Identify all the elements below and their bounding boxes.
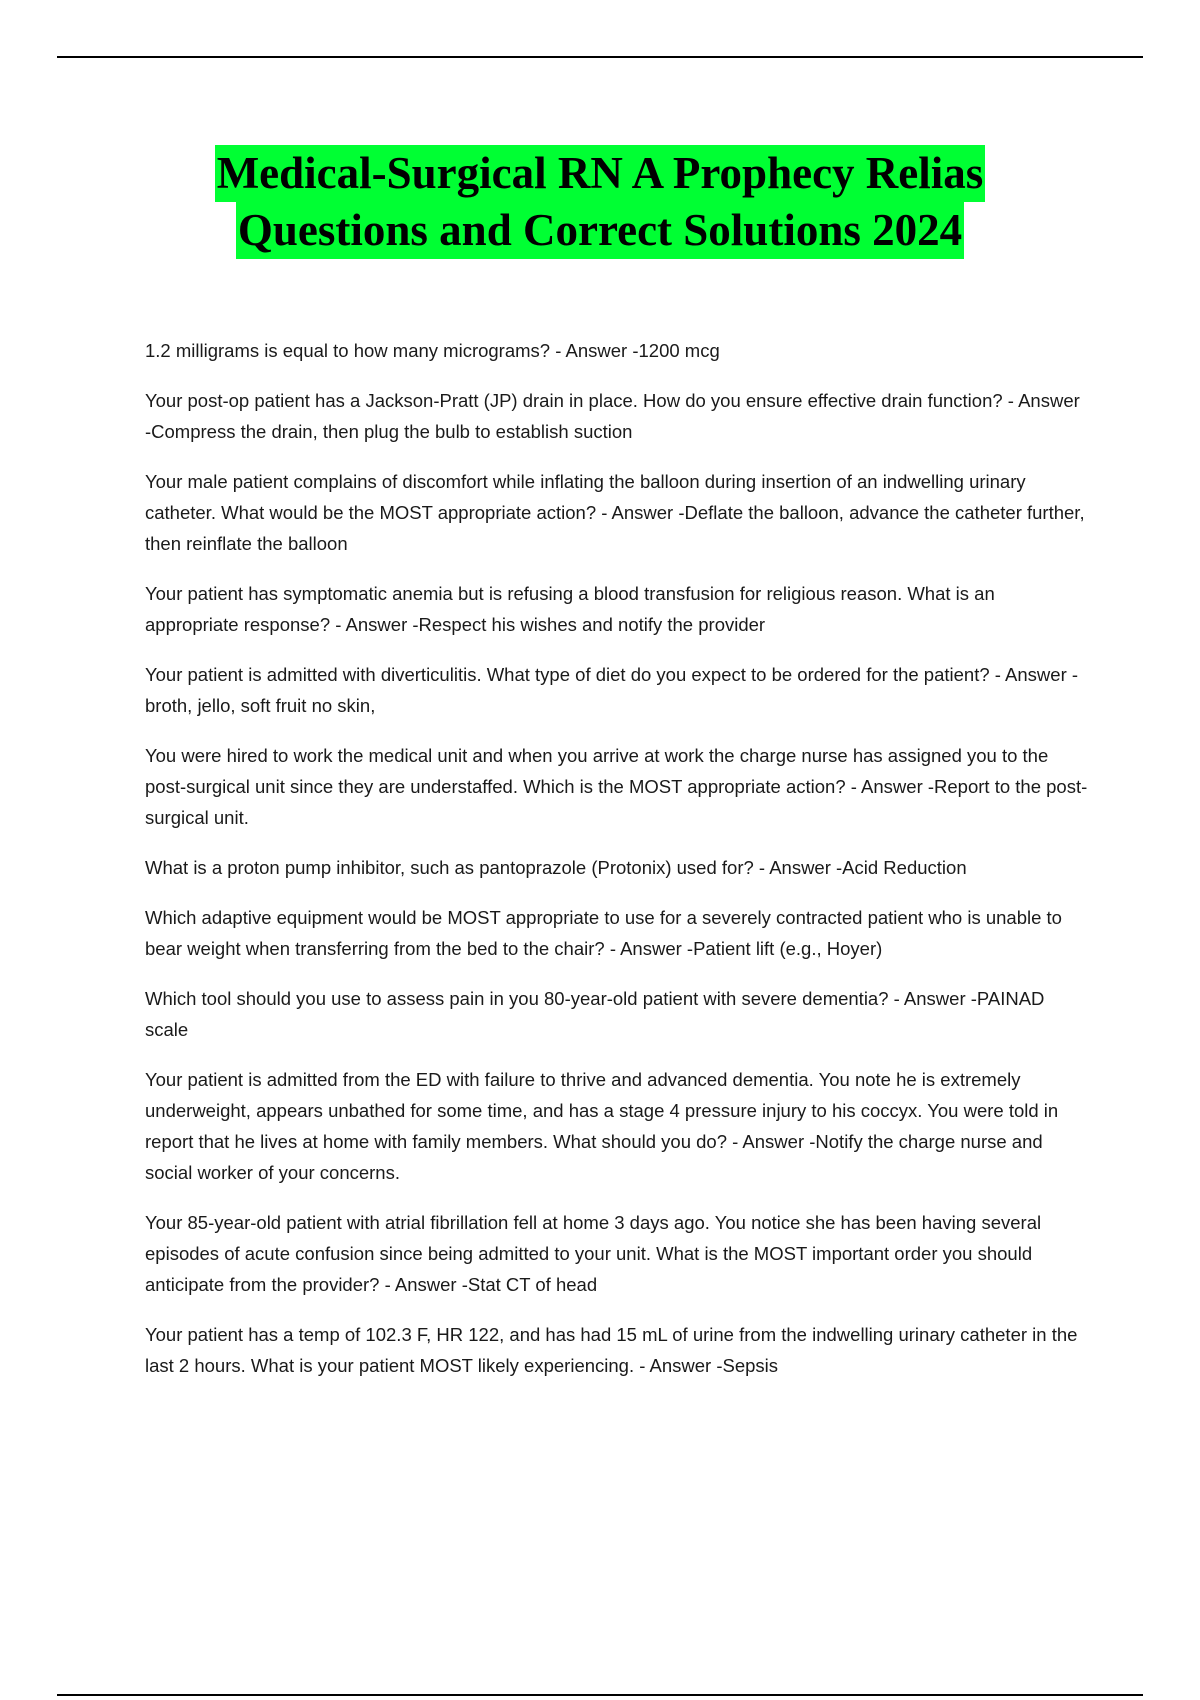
question-item-9: Which tool should you use to assess pain in you 80-year-old patient with severe dementia? - Answer -PAINAD scale: [145, 988, 1045, 1040]
title-line-2: Questions and Correct Solutions 2024: [236, 202, 964, 259]
document-title: [0, 145, 1200, 259]
question-item-11: Your 85-year-old patient with atrial fibrillation fell at home 3 days ago. You notice she has been having several episodes of acute confusion since being admitted to your unit. What is the MOST important order you should anticipate from the provider? - Answer -Stat CT of head: [145, 1212, 1042, 1295]
question-item-1: 1.2 milligrams is equal to how many micrograms? - Answer -1200 mcg: [145, 340, 720, 361]
question-item-10: Your patient is admitted from the ED with failure to thrive and advanced dementia. You note he is extremely underweight, appears unbathed for some time, and has a stage 4 pressure injury to his coccyx. You were told in report that he lives at home with family members. What should you do? - Answer -Notify the charge nurse and social worker of your concerns.: [145, 1069, 1059, 1183]
header-rule: [57, 56, 1143, 58]
question-item-8: Which adaptive equipment would be MOST appropriate to use for a severely contracted patient who is unable to bear weight when transferring from the bed to the chair? - Answer -Patient lift (e.g., Hoyer): [145, 907, 1062, 959]
question-item-7: What is a proton pump inhibitor, such as pantoprazole (Protonix) used for? - Answer -Acid Reduction: [145, 857, 967, 878]
question-item-6: You were hired to work the medical unit and when you arrive at work the charge nurse has assigned you to the post-surgical unit since they are understaffed. Which is the MOST appropriate action? - Answer -Report to the post-surgical unit.: [145, 745, 1088, 828]
question-item-2: Your post-op patient has a Jackson-Pratt (JP) drain in place. How do you ensure effective drain function? - Answer -Compress the drain, then plug the bulb to establish suction: [145, 390, 1080, 442]
question-list: [145, 335, 1090, 1400]
question-item-4: Your patient has symptomatic anemia but is refusing a blood transfusion for religious reason. What is an appropriate response? - Answer -Respect his wishes and notify the provider: [145, 583, 995, 635]
footer-rule: [57, 1694, 1143, 1696]
question-item-5: Your patient is admitted with diverticulitis. What type of diet do you expect to be ordered for the patient? - Answer -broth, jello, soft fruit no skin,: [145, 664, 1079, 716]
title-line-1: Medical-Surgical RN A Prophecy Relias: [215, 145, 986, 202]
question-item-3: Your male patient complains of discomfort while inflating the balloon during insertion of an indwelling urinary catheter. What would be the MOST appropriate action? - Answer -Deflate the balloon, advance the catheter further, then reinflate the balloon: [145, 471, 1085, 554]
question-item-12: Your patient has a temp of 102.3 F, HR 122, and has had 15 mL of urine from the indwelling urinary catheter in the last 2 hours. What is your patient MOST likely experiencing. - Answer -Sepsis: [145, 1324, 1078, 1376]
